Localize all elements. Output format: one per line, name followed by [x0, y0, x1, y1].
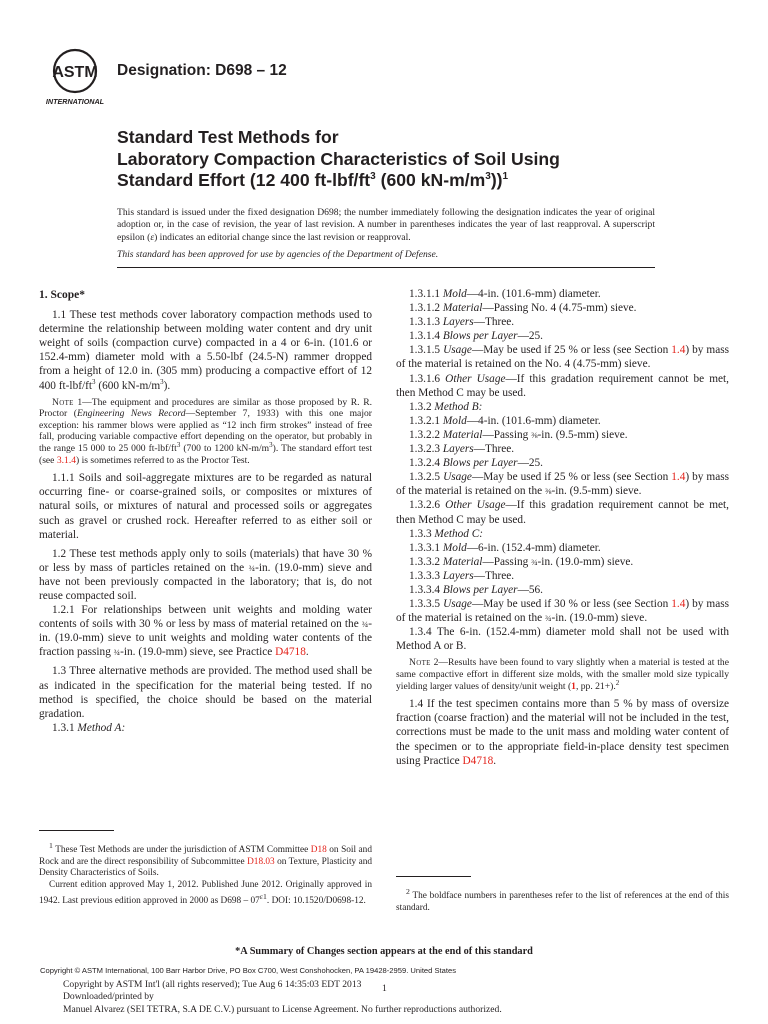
- section-1-3-2-4: 1.3.2.4 Blows per Layer—25.: [409, 457, 543, 470]
- logo-subtitle: INTERNATIONAL: [45, 97, 105, 106]
- section-1-3-1-6: 1.3.1.6 Other Usage—If this gradation requirement cannot be met, then Method C may be used.: [396, 372, 730, 399]
- note-2: Note 2—Results have been found to vary slightly when a material is tested at the same compactive effort in different size molds, with the smaller mold size typically yielding larger values of density/unit weight (1, pp. 21+).$^2$: [396, 657, 729, 692]
- footnote-divider: [396, 876, 471, 877]
- section-1-3-2-3: 1.3.2.3 Layers—Three.: [409, 443, 515, 456]
- designation: Designation: D698 – 12: [117, 62, 287, 79]
- note-1: Note 1—The equipment and procedures are similar as those proposed by R. R. Proctor (Engineering News Record—September 7, 1933) with this one major exception: his rammer blows were applied as “12 inch firm strokes” instead of free fall, producing variable compactive effort depending on the operator, but probably in the range 15 000 to 25 000 $ft-lbf/ft^3$ (700 to 1200 $kN-m/m^3$). The standard effort test (see 3.1.4) is sometimes referred to as the Proctor Test.: [39, 396, 373, 466]
- license-line-1: Copyright by ASTM Int'l (all rights reserved); Tue Aug 6 14:35:03 EDT 2013: [63, 979, 362, 990]
- scope-heading: 1. Scope*: [39, 289, 85, 301]
- section-1-3-3: 1.3.3 Method C:: [409, 527, 484, 540]
- astm-logo: [40, 46, 110, 108]
- page-number: 1: [382, 983, 387, 994]
- footnote-1: $^1$ These Test Methods are under the jurisdiction of ASTM Committee D18 on Soil and Rock and are the direct responsibility of Subcommittee D18.03 on Texture, Plasticity and Density Characteristics of Soils. Current edition approved May 1, 2012. Published June 2012. Originally approved in 1942. Last previous edition approved in 2000 as $D698 - 07^{\varepsilon 1}$. DOI: 10.1520/D0698-12.: [39, 841, 372, 907]
- summary-of-changes-notice: *A Summary of Changes section appears at the end of this standard: [235, 946, 533, 957]
- title-line-2: Laboratory Compaction Characteristics of Soil Using: [117, 148, 560, 169]
- link-d18[interactable]: D18: [310, 845, 327, 856]
- section-1-3-1-3: 1.3.1.3 Layers—Three.: [409, 316, 515, 329]
- document-title: [117, 127, 737, 192]
- title-line-3: Standard Effort (12 400 $ft-lbf/ft^3$ (600 $kN-m/m^3))^1$: [117, 170, 509, 190]
- section-1-3-3-1: 1.3.3.1 Mold—6-in. (152.4-mm) diameter.: [409, 541, 601, 554]
- section-1-3-1-5: 1.3.1.5 Usage—May be used if 25 % or less (see Section 1.4) by mass of the material is retained on the No. 4 (4.75-mm) sieve.: [396, 344, 730, 371]
- link-d4718[interactable]: D4718: [462, 754, 494, 767]
- copyright-line: Copyright © ASTM International, 100 Barr Harbor Drive, PO Box C700, West Conshohocken, PA 19428-2959. United States: [40, 966, 457, 975]
- section-1-3-3-3: 1.3.3.3 Layers—Three.: [409, 569, 515, 582]
- section-1-1-1: 1.1.1 Soils and soil-aggregate mixtures are to be regarded as natural occurring fine- or coarse-grained soils, or composites or mixtures of natural soils, or mixtures of natural and processed soils or aggregates such as gravel or crushed rock. Hereafter referred to as either soil or material.: [39, 472, 372, 541]
- footnote-2: $^2$ The boldface numbers in parentheses refer to the list of references at the end of this standard.: [396, 887, 729, 913]
- section-1-3-2: 1.3.2 Method B:: [409, 400, 483, 413]
- section-1-3-2-5: 1.3.2.5 Usage—May be used if 25 % or less (see Section 1.4) by mass of the material is retained on the ⅜-in. (9.5-mm) sieve.: [396, 471, 730, 498]
- link-1-4[interactable]: 1.4: [671, 344, 686, 357]
- section-1-3-3-2: 1.3.3.2 Material—Passing ¾-in. (19.0-mm) sieve.: [409, 555, 634, 568]
- astm-logo-icon: [40, 46, 110, 108]
- link-3-1-4[interactable]: 3.1.4: [56, 454, 77, 466]
- logo-text: ASTM: [52, 64, 98, 81]
- section-1-3-4: 1.3.4 The 6-in. (152.4-mm) diameter mold shall not be used with Method A or B.: [396, 626, 729, 653]
- title-line-1: Standard Test Methods for: [117, 127, 339, 147]
- license-line-2: Downloaded/printed by: [63, 991, 154, 1003]
- section-1-2-1: 1.2.1 For relationships between unit weights and molding water contents of soils with 30 % or less by mass of material retained on the ¾-in. (19.0-mm) sieve to unit weights and molding water contents of the fraction passing ¾-in. (19.0-mm) sieve, see Practice D4718.: [39, 604, 372, 659]
- section-1-4: 1.4 If the test specimen contains more than 5 % by mass of oversize fraction (coarse fraction) and the material will not be included in the test, corrections must be made to the unit mass and molding water content of the specimen or to the appropriate field-in-place density test specimen using Practice D4718.: [396, 698, 729, 767]
- link-1-4[interactable]: 1.4: [671, 471, 686, 484]
- link-d4718[interactable]: D4718: [275, 646, 306, 659]
- section-1-3-2-2: 1.3.2.2 Material—Passing ⅜-in. (9.5-mm) sieve.: [409, 428, 628, 441]
- link-1-4[interactable]: 1.4: [671, 598, 686, 611]
- link-d18-03[interactable]: D18.03: [247, 856, 275, 867]
- license-line-3: Manuel Alvarez (SEI TETRA, S.A DE C.V.) pursuant to License Agreement. No further reproductions authorized.: [63, 1003, 502, 1015]
- section-1-3-3-4: 1.3.3.4 Blows per Layer—56.: [409, 583, 543, 596]
- footnote-divider: [39, 830, 114, 831]
- approval-notice: This standard has been approved for use by agencies of the Department of Defense.: [117, 249, 439, 260]
- section-1-3: 1.3 Three alternative methods are provided. The method used shall be as indicated in the specification for the material being tested. If no method is specified, the choice should be based on the material gradation.: [39, 665, 372, 720]
- section-1-3-2-6: 1.3.2.6 Other Usage—If this gradation requirement cannot be met, then Method C may be used.: [396, 499, 730, 526]
- issuance-notice: This standard is issued under the fixed designation D698; the number immediately following the designation indicates the year of original adoption or, in the case of revision, the year of last revision. A number in parentheses indicates the year of last reapproval. A superscript epsilon (ε) indicates an editorial change since the last revision or reapproval.: [117, 207, 655, 243]
- section-1-3-2-1: 1.3.2.1 Mold—4-in. (101.6-mm) diameter.: [409, 414, 601, 427]
- section-1-3-1-1: 1.3.1.1 Mold—4-in. (101.6-mm) diameter.: [409, 288, 601, 300]
- section-1-3-3-5: 1.3.3.5 Usage—May be used if 30 % or less (see Section 1.4) by mass of the material is retained on the ¾-in. (19.0-mm) sieve.: [396, 598, 730, 625]
- reference-link[interactable]: 1: [571, 680, 576, 692]
- left-column: [39, 288, 372, 735]
- section-1-2: 1.2 These test methods apply only to soils (materials) that have 30 % or less by mass of particles retained on the ¾-in. (19.0-mm) sieve and have not been previously compacted in the laboratory; that is, do not reuse compacted soil.: [39, 547, 372, 602]
- section-1-1: 1.1 These test methods cover laboratory compaction methods used to determine the relationship between molding water content and dry unit weight of soils (compaction curve) compacted in a 4 or 6-in. (101.6 or 152.4-mm) diameter mold with a 5.50-lbf (24.5-N) rammer dropped from a height of 12.0 in. (305 mm) producing a compactive effort of 12 400 $ft-lbf/ft^3$ (600 $kN-m/m^3$).: [39, 309, 372, 392]
- section-1-3-1: 1.3.1 Method A:: [52, 721, 126, 734]
- right-column: [396, 287, 729, 768]
- header-divider: [117, 267, 655, 268]
- section-1-3-1-4: 1.3.1.4 Blows per Layer—25.: [409, 330, 543, 343]
- license-notice: [63, 979, 502, 1016]
- section-1-3-1-2: 1.3.1.2 Material—Passing No. 4 (4.75-mm) sieve.: [409, 302, 637, 315]
